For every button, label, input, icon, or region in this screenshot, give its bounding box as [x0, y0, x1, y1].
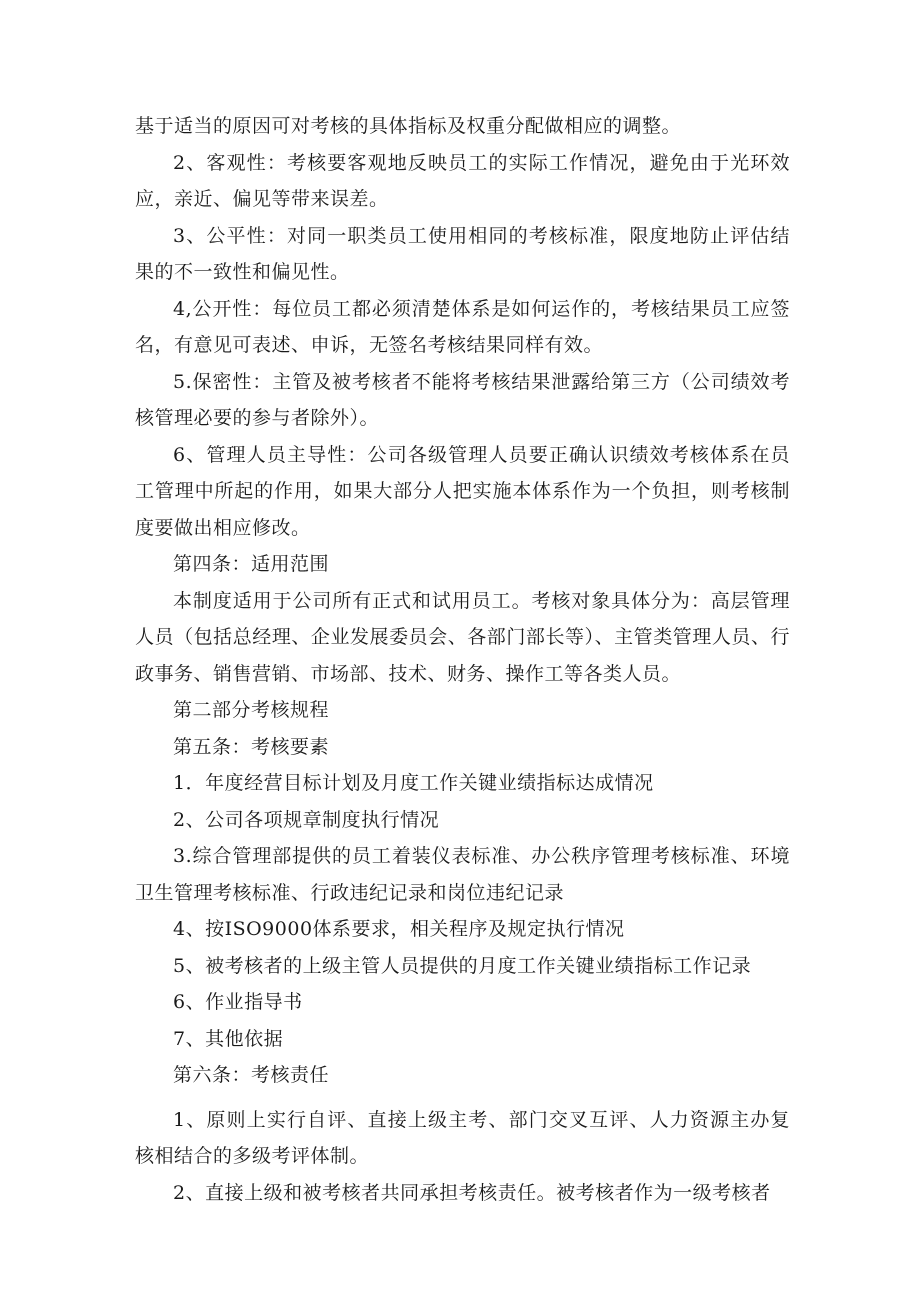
paragraph: 本制度适用于公司所有正式和试用员工。考核对象具体分为：高层管理人员（包括总经理、企业发展委员会、各部门部长等）、主管类管理人员、行政事务、销售营销、市场部、技术、财务、操作工等各类人员。 — [135, 589, 790, 685]
paragraph: 2、客观性：考核要客观地反映员工的实际工作情况，避免由于光环效应，亲近、偏见等带来误差。 — [135, 151, 790, 210]
list-item: 2、公司各项规章制度执行情况 — [173, 808, 440, 831]
paragraph: 6、管理人员主导性：公司各级管理人员要正确认识绩效考核体系在员工管理中所起的作用，如果大部分人把实施本体系作为一个负担，则考核制度要做出相应修改。 — [135, 443, 790, 539]
section-heading: 第六条：考核责任 — [173, 1064, 330, 1086]
paragraph: 4,公开性：每位员工都必须清楚体系是如何运作的，考核结果员工应签名，有意见可表述、申诉，无签名考核结果同样有效。 — [135, 297, 790, 356]
section-heading: 第五条：考核要素 — [173, 735, 330, 758]
list-item: 1、原则上实行自评、直接上级主考、部门交叉互评、人力资源主办复核相结合的多级考评体制。 — [135, 1108, 790, 1167]
paragraph: 3、公平性：对同一职类员工使用相同的考核标准，限度地防止评估结果的不一致性和偏见性。 — [135, 224, 790, 283]
part-heading: 第二部分考核规程 — [173, 699, 330, 721]
paragraph: 基于适当的原因可对考核的具体指标及权重分配做相应的调整。 — [135, 115, 682, 137]
list-item: 6、作业指导书 — [173, 991, 303, 1013]
list-item: 4、按ISO9000体系要求，相关程序及规定执行情况 — [173, 918, 625, 940]
document-body — [135, 108, 790, 1211]
paragraph: 5.保密性：主管及被考核者不能将考核结果泄露给第三方（公司绩效考核管理必要的参与者除外）。 — [135, 370, 790, 429]
list-item: 5、被考核者的上级主管人员提供的月度工作关键业绩指标工作记录 — [173, 954, 752, 977]
list-item: 7、其他依据 — [173, 1027, 284, 1050]
list-item: 2、直接上级和被考核者共同承担考核责任。被考核者作为一级考核者 — [173, 1181, 771, 1204]
list-item: 1．年度经营目标计划及月度工作关键业绩指标达成情况 — [173, 772, 654, 794]
section-heading: 第四条：适用范围 — [173, 553, 330, 575]
list-item: 3.综合管理部提供的员工着装仪表标准、办公秩序管理考核标准、环境卫生管理考核标准、行政违纪记录和岗位违纪记录 — [135, 845, 790, 904]
